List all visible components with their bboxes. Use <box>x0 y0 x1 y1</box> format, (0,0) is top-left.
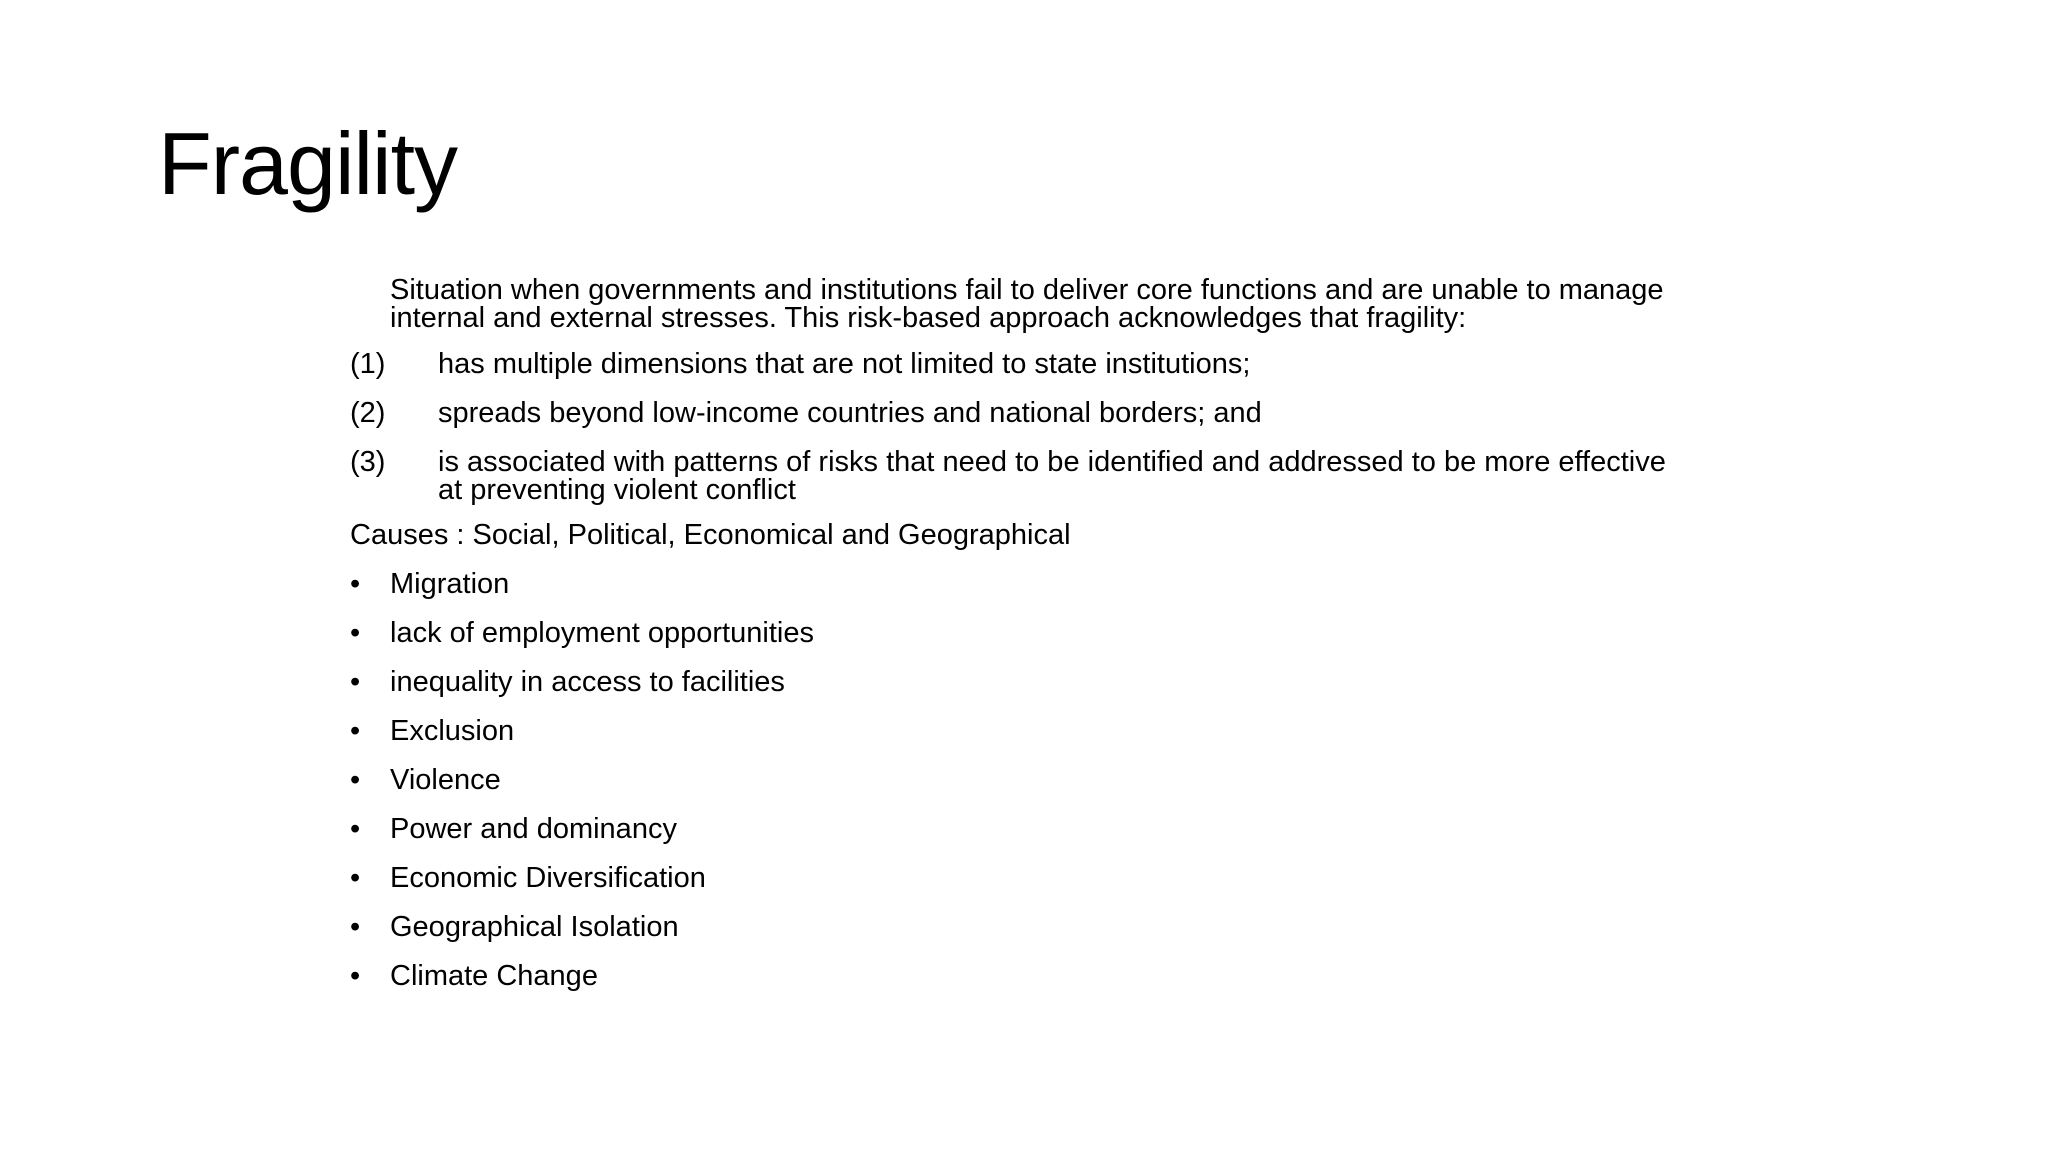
item-line: spreads beyond low-income countries and national borders; and <box>438 397 1262 429</box>
bullet-dot: • <box>350 911 361 943</box>
bullet-label: Power and dominancy <box>390 813 677 845</box>
bullet-dot: • <box>350 666 361 698</box>
item-line: has multiple dimensions that are not limited to state institutions; <box>438 348 1251 380</box>
bullet-label: lack of employment opportunities <box>390 617 814 649</box>
item-text <box>438 350 1250 378</box>
bullet-label: Violence <box>390 764 501 796</box>
bullet-label: Geographical Isolation <box>390 911 679 943</box>
bullet-label: Migration <box>390 568 510 600</box>
item-line: at preventing violent conflict <box>438 474 796 506</box>
intro-line: internal and external stresses. This risk-based approach acknowledges that fragility: <box>390 302 1467 334</box>
bullet-dot: • <box>350 862 361 894</box>
bullet-dot: • <box>350 764 361 796</box>
item-text <box>438 399 1262 427</box>
bullet-dot: • <box>350 813 361 845</box>
slide-title: Fragility <box>158 114 458 213</box>
bullet-dot: • <box>350 715 361 747</box>
item-line: is associated with patterns of risks that need to be identified and addressed to be more effective <box>438 446 1666 478</box>
item-number: (1) <box>350 348 386 380</box>
item-number: (3) <box>350 446 386 478</box>
item-text <box>438 448 1666 504</box>
bullet-dot: • <box>350 617 361 649</box>
causes-line: Causes : Social, Political, Economical and Geographical <box>350 519 1071 551</box>
intro-paragraph <box>390 276 1664 332</box>
bullet-label: inequality in access to facilities <box>390 666 785 698</box>
bullet-label: Exclusion <box>390 715 515 747</box>
bullet-label: Economic Diversification <box>390 862 706 894</box>
intro-line: Situation when governments and institutions fail to deliver core functions and are unable to manage <box>390 274 1664 306</box>
item-number: (2) <box>350 397 386 429</box>
bullet-dot: • <box>350 568 361 600</box>
bullet-label: Climate Change <box>390 960 598 992</box>
bullet-dot: • <box>350 960 361 992</box>
